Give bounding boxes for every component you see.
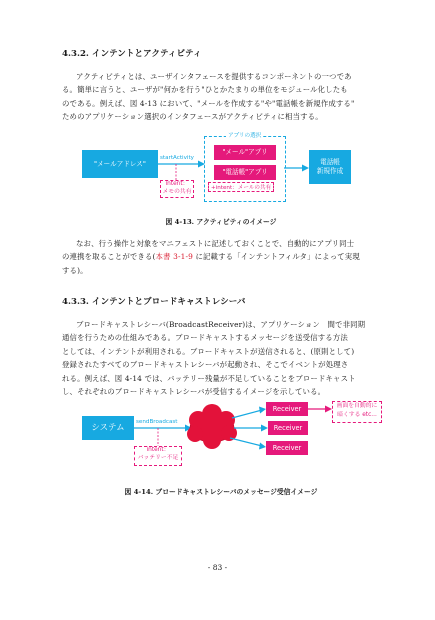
- fig14-caption: 図 4-14. ブロードキャストレシーバのメッセージ受信イメージ: [124, 488, 318, 496]
- note-line: 画面を自動的に: [336, 403, 378, 409]
- text-line: としては、インテントが利用される。ブロードキャストが送信されると、(原則として): [62, 346, 355, 356]
- receiver-box-3: Receiver: [266, 441, 308, 455]
- note-line: メモの共有: [162, 188, 192, 195]
- fig13-caption: 図 4-13. アクティビティのイメージ: [165, 218, 277, 226]
- text-line: 登録されたすべてのブロードキャストレシーバが起動され、そこでイベントが処理さ: [62, 360, 349, 370]
- text-line: する)。: [62, 265, 88, 275]
- text-line: アクティビティとは、ユーザインタフェースを提供するコンポーネントの一つであ: [76, 72, 352, 81]
- auto-dim-action-box: [332, 401, 382, 423]
- note-line: intent：: [165, 181, 189, 187]
- send-broadcast-label: sendBroadcast: [136, 419, 178, 425]
- box-line: 電話帳: [320, 158, 340, 166]
- receiver-box-2: Receiver: [268, 421, 308, 435]
- text-line: ブロードキャストレシーバ(BroadcastReceiver)は、アプリケーション 間で非同期: [76, 320, 366, 329]
- section-heading-4-3-2: 4.3.2. インテントとアクティビティ: [62, 49, 202, 59]
- text-line: 通信を行うための仕組みである。ブロードキャストするメッセージを送受信する方法: [62, 333, 348, 343]
- broadcast-cloud: [187, 404, 237, 449]
- start-activity-label: startActivity: [160, 155, 194, 161]
- mail-app-box: "メール"アプリ: [214, 145, 276, 160]
- arrowhead: [259, 443, 266, 450]
- arrowhead: [261, 425, 268, 432]
- note-line: 暗くする etc...: [337, 412, 377, 418]
- text-segment: に記載する「インテントフィルタ」によって実現: [192, 252, 360, 262]
- text-line: し、それぞれのブロードキャストレシーバが受信するイメージを示している。: [62, 387, 326, 397]
- text-line: なお、行う操作と対象をマニフェストに記述しておくことで、自動的にアプリ同士: [76, 239, 355, 248]
- intent-battery-note: [134, 446, 182, 466]
- arrowhead: [325, 406, 332, 413]
- book-reference-link[interactable]: 本書 3-1-9: [155, 252, 193, 262]
- contacts-app-box: "電話帳"アプリ: [214, 165, 276, 180]
- text-line: のである。例えば、図 4-13 において、"メールを作成する"や"電話帳を新規作成する": [62, 98, 355, 108]
- system-box: システム: [82, 416, 134, 440]
- box-line: 新規作成: [316, 167, 344, 175]
- arrow-receiver-1: [232, 410, 262, 418]
- text-line: ためのアプリケーション選択のインタフェースがアクティビティに相当する。: [62, 112, 323, 122]
- arrow-receiver-3: [230, 438, 262, 446]
- mail-address-box: "メールアドレス": [82, 150, 158, 178]
- intent-add-note: +intent：メールの共有: [208, 182, 274, 192]
- page-number: - 83 -: [207, 563, 228, 572]
- text-segment: の連携を取ることができる(: [62, 252, 156, 262]
- section-heading-4-3-3: 4.3.3. インテントとブロードキャストレシーバ: [62, 297, 246, 307]
- note-line: intent：: [146, 447, 170, 453]
- receiver-box-1: Receiver: [266, 402, 308, 416]
- arrowhead: [259, 407, 266, 414]
- note-line: バッテリー不足: [137, 454, 179, 461]
- text-line: る。簡単に言うと、ユーザが"何かを行う"ひとかたまりの単位をモジュール化したも: [62, 85, 348, 95]
- text-line: れる。例えば、図 4-14 では、バッテリー残量が不足していることをブロードキャスト: [62, 373, 356, 383]
- app-select-label: アプリの選択: [228, 133, 262, 139]
